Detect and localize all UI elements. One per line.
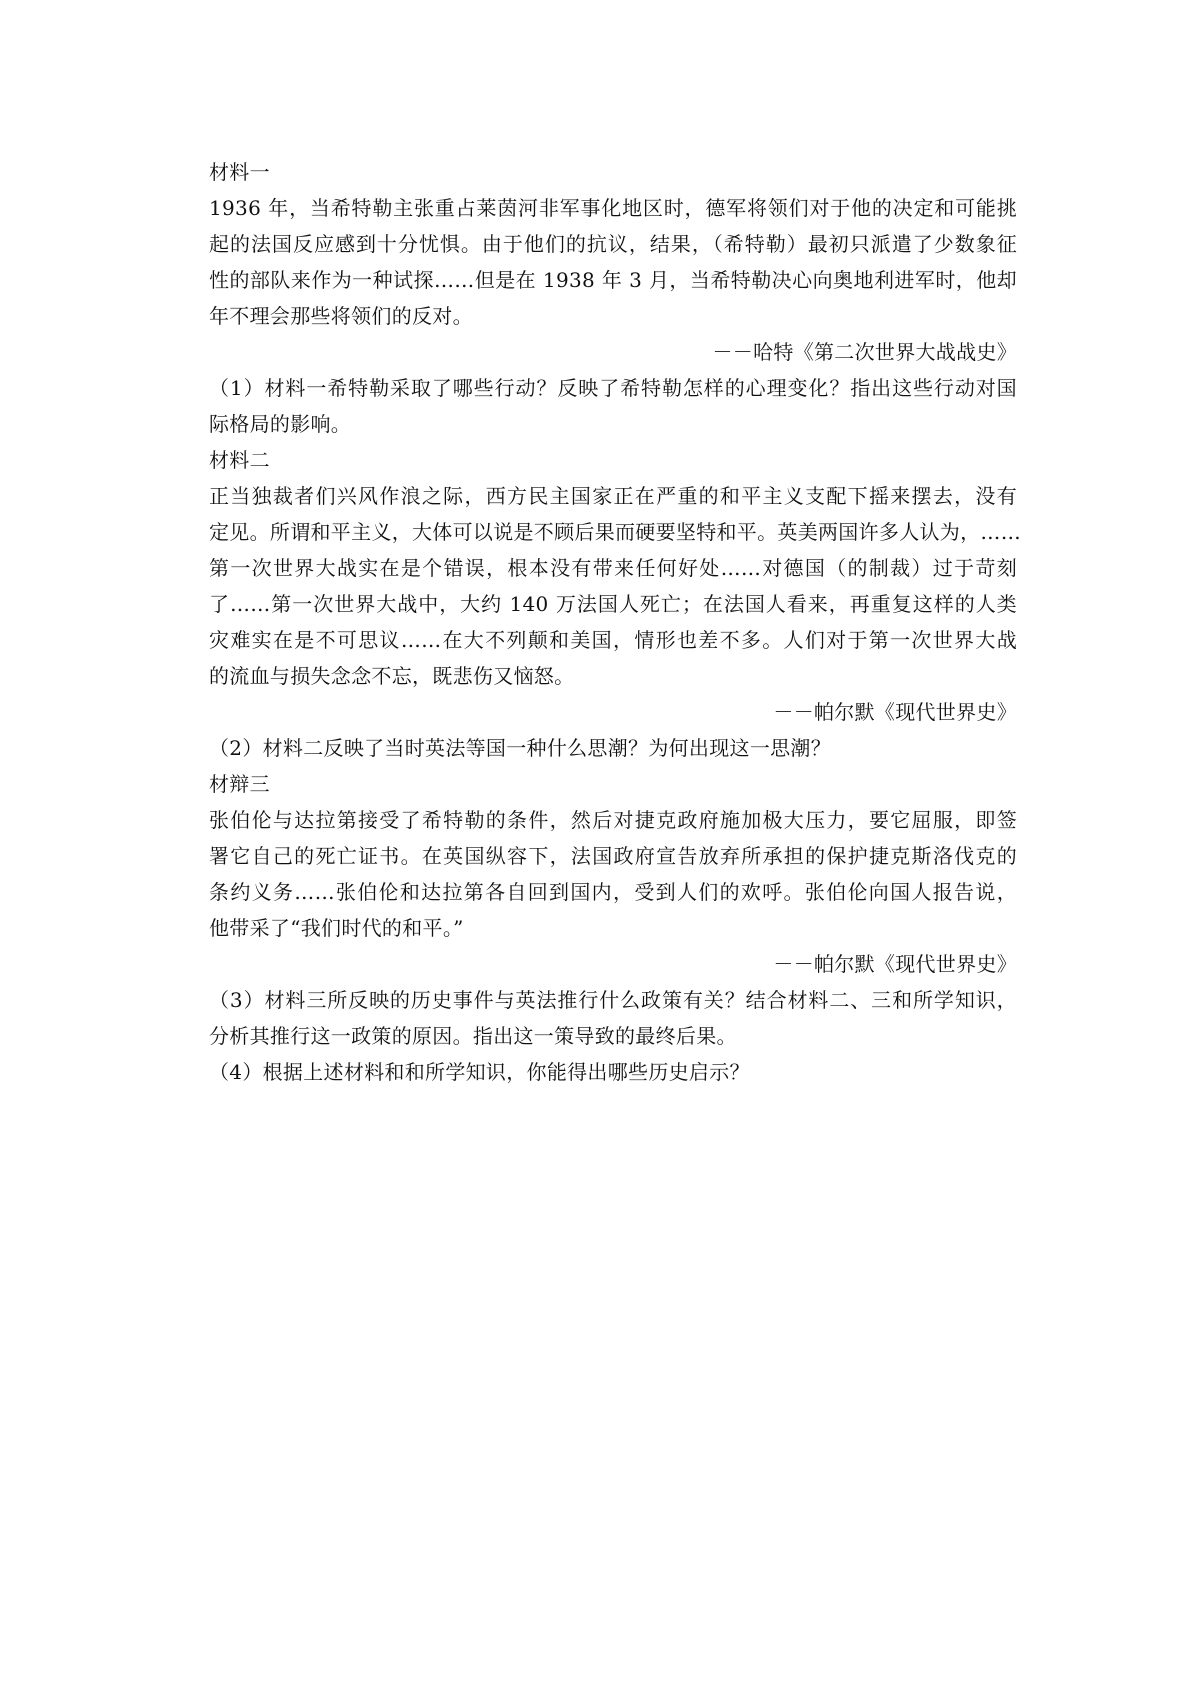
material1-source: －－哈特《第二次世界大战战史》 bbox=[712, 340, 1017, 364]
material2-line: 正当独裁者们兴风作浪之际，西方民主国家正在严重的和平主义支配下摇来摆去，没有 bbox=[209, 484, 1017, 508]
material1-line: 性的部队来作为一种试探……但是在 1938 年 3 月，当希特勒决心向奥地利进军时，他却 bbox=[209, 268, 1017, 292]
material2-line: 定见。所谓和平主义，大体可以说是不顾后果而硬要坚特和平。英美两国许多人认为，…… bbox=[209, 520, 1021, 544]
material3-heading: 材辩三 bbox=[209, 772, 270, 796]
material3-line: 条约义务……张伯伦和达拉第各自回到国内，受到人们的欢呼。张伯伦向国人报告说， bbox=[209, 880, 1017, 904]
question4-line: （4）根据上述材料和和所学知识，你能得出哪些历史启示？ bbox=[209, 1060, 750, 1084]
material2-line: 灾难实在是不可思议……在大不列颠和美国，情形也差不多。人们对于第一次世界大战 bbox=[209, 628, 1017, 652]
question1-line: 际格局的影响。 bbox=[209, 412, 352, 436]
question3-line: （3）材料三所反映的历史事件与英法推行什么政策有关？结合材料二、三和所学知识， bbox=[209, 988, 1017, 1012]
material1-line: 1936 年，当希特勒主张重占莱茵河非军事化地区时，德军将领们对于他的决定和可能挑 bbox=[209, 196, 1017, 220]
material2-heading: 材料二 bbox=[209, 448, 270, 472]
material1-heading: 材料一 bbox=[209, 160, 270, 184]
material2-line: 第一次世界大战实在是个错误，根本没有带来任何好处……对德国（的制裁）过于苛刻 bbox=[209, 556, 1017, 580]
question3-line: 分析其推行这一政策的原因。指出这一策导致的最终后果。 bbox=[209, 1024, 737, 1048]
document-body bbox=[209, 154, 1021, 1090]
material3-line: 张伯伦与达拉第接受了希特勒的条件，然后对捷克政府施加极大压力，要它屈服，即签 bbox=[209, 808, 1017, 832]
material3-line: 署它自己的死亡证书。在英国纵容下，法国政府宣告放弃所承担的保护捷克斯洛伐克的 bbox=[209, 844, 1017, 868]
material1-line: 起的法国反应感到十分忧惧。由于他们的抗议，结果，（希特勒）最初只派遣了少数象征 bbox=[209, 232, 1017, 256]
material1-line: 年不理会那些将领们的反对。 bbox=[209, 304, 473, 328]
question2-line: （2）材料二反映了当时英法等国一种什么思潮？为何出现这一思潮？ bbox=[209, 736, 832, 760]
material3-line: 他带采了“我们时代的和平。” bbox=[209, 916, 464, 940]
material3-source: －－帕尔默《现代世界史》 bbox=[773, 952, 1017, 976]
question1-line: （1）材料一希特勒采取了哪些行动？反映了希特勒怎样的心理变化？指出这些行动对国 bbox=[209, 376, 1017, 400]
material2-line: 了……第一次世界大战中，大约 140 万法国人死亡；在法国人看来，再重复这样的人类 bbox=[209, 592, 1017, 616]
material2-line: 的流血与损失念念不忘，既悲伤又恼怒。 bbox=[209, 664, 575, 688]
material2-source: －－帕尔默《现代世界史》 bbox=[773, 700, 1017, 724]
